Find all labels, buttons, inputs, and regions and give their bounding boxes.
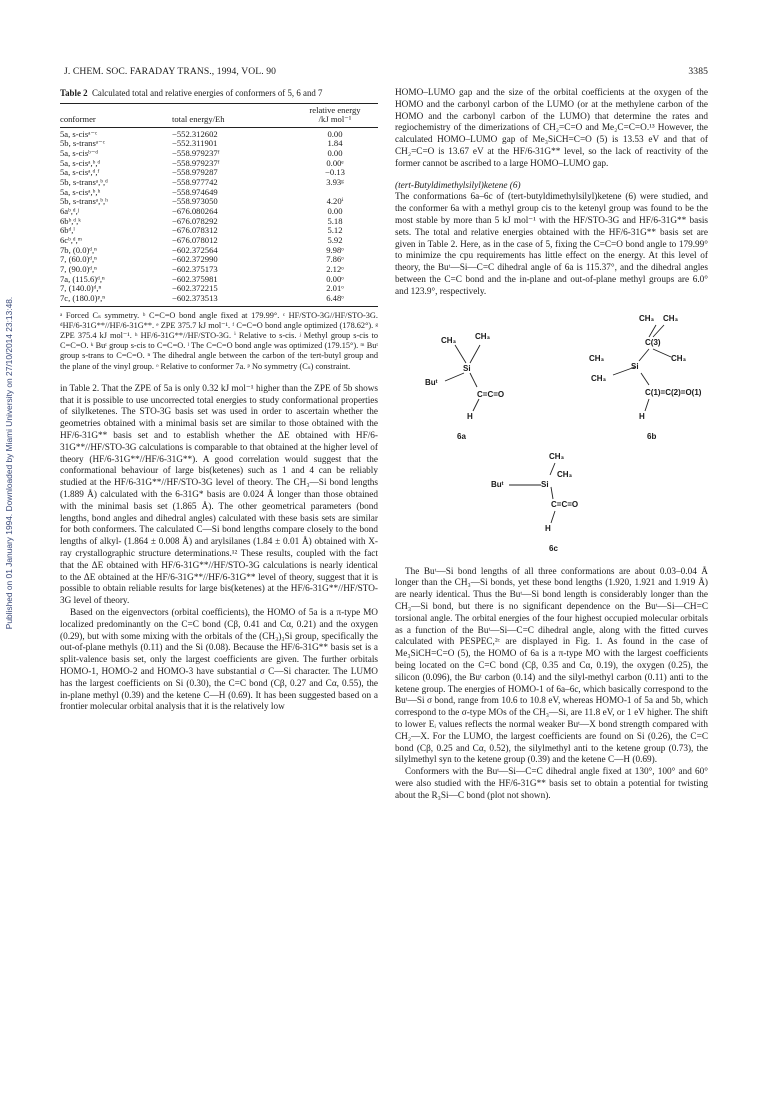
table-cell-rel: 0.00 [327,148,343,159]
table-cell-rel: 0.00ᵒ [326,273,344,284]
paragraph: in Table 2. That the ZPE of 5a is only 0.32 kJ mol⁻¹ higher than the ZPE of 5b shows that it is possible to use uncorrected total energies to study conformational properties of silylketenes. The STO-3G basis set was used in order to ascertain whether the geometries obtained with a minimal basis set are similar to those obtained with the HF/6-31G** basis set and to establish whether the ΔE obtained with HF/6-31G**//HF/STO-3G calculations is comparable to that obtained at the higher level of theory (HF/6-31G**//HF/6-31G**). A good correlation would suggest that the conformational behaviour of large bis(ketenes) such as 1 and 4 can be reliably studied at the HF/6-31G**//HF/STO-3G level of theory. The CH₃—Si bond lengths (1.889 Å) calculated with the 6-31G* basis are 0.024 Å longer than those obtained with the minimal basis set (1.865 Å). The other geometrical parameters (bond lengths, bond angles and dihedral angles) calculated with these basis sets are similar for both conformers. The calculated C—Si bond lengths compare closely to the bond lengths of alkyl- (1.864 ± 0.008 Å) and arylsilanes (1.84 ± 0.01 Å) obtained with X-ray crystallographic structure determinations.¹² These results, coupled with the fact that the ΔE obtained with HF/6-31G**//HF/STO-3G calculations is nearly identical to the ΔE obtained at the HF/6-31G**//HF/6-31G** level of theory, suggest that it is possible to obtain reliable results for large bis(ketenes) at the HF/6-31G**//HF/STO-3G level of theory. [60,383,378,607]
table-cell-rel: 3.93ᵍ [326,177,344,188]
6c-si: Si [541,479,549,489]
right-column [395,88,708,802]
table-cell-rel: 2.12ᵒ [326,264,344,274]
paragraph: HOMO–LUMO gap and the size of the orbital coefficients at the oxygen of the HOMO and the carbonyl carbon of the LUMO (or at the methylene carbon of the HOMO and the carbonyl carbon of the LUMO) that determine the rates and regiochemistry of the dimerizations of CH₂=C=O and Me₂C=C=O.¹³ However, the calculated HOMO–LUMO gap of Me₃SiCH=C=O (5) is 13.53 eV and that of CH₂=C=O is 13.67 eV at the HF/6-31G** level, so the lack of reactivity of the former cannot be ascribed to a large HOMO–LUMO gap. [395,88,708,169]
table-cell-conf: 7b, (0.0)ᵈ,ⁿ [60,244,97,255]
6b-chain: C(1)=C(2)=O(1) [645,387,702,397]
6b-ch3-e: CH₃ [591,373,607,383]
table-cell-conf: 6cᵇ,ᵈ,ᵐ [60,235,82,246]
6c-ch3-a: CH₃ [549,451,565,461]
table-cell-rel: 2.01ᵒ [326,283,344,294]
table-cell-conf: 5a, s-cisᵃ,ᵇ,ᵈ [60,157,101,168]
paragraph: The Buᵗ—Si bond lengths of all three conformations are about 0.03–0.04 Å longer than the CH₃—Si bonds, yet these bond lengths (1.920, 1.921 and 1.919 Å) are nearly identical. Thus the Buᵗ—Si bond length is considerably longer than the CH₃—Si bond, but there is no significant dependence on the Buᵗ—Si—CH=C torsional angle. The orbital energies of the four highest occupied molecular orbitals as a function of the Buᵗ—Si—C=C dihedral angle, along with the fitted curves calculated with PESPEC,²ᶜ are displayed in Fig. 1. As found in the case of Me₃SiCH=C=O (5), the HOMO of 6a is a π-type MO with the largest coefficients being located on the C=C bond (Cβ, 0.35 and Cα, 0.19), the oxygen (0.25), the silicon (0.096), the Buᵗ carbon (0.14) and the silyl-methyl carbon (0.11) anti to the ketene group. The energies of HOMO-1 of 6a–6c, which basically correspond to the Buᵗ—Si σ bond, range from 10.6 to 10.8 eV, whereas HOMO-1 of 5a and 5b, which correspond to the σ-type MOs of the CH₃—Si, are 11.8 eV, or 1 eV higher. The shift to lower Eᵢ values reflects the normal weaker Buᵗ—X bond strength compared with CH₂—X. For the LUMO, the largest coefficients are found on Si (0.26), the C=C bond (Cβ, 0.25 and Cα, 0.52), the silylmethyl anti to the ketene group (0.73), the silylmethyl syn to the ketene group (0.39) and the ketene C—H (0.69). [395,566,708,766]
table-cell-total: −676.078312 [172,225,218,236]
table-cell-conf: 7, (90.0)ᵈ,ⁿ [60,264,97,274]
6c-chain: C=C=O [551,499,579,509]
table-cell-conf: 7c, (180.0)ᵖ,ⁿ [60,294,172,306]
table-cell-rel: 6.48ᵒ [292,294,378,306]
6c-but: Buᵗ [491,479,504,489]
table-cell-total: −676.078012 [172,235,218,246]
table-cell-rel: 4.20ⁱ [326,196,344,207]
table-label: Table 2 [60,88,88,98]
table-cell-conf: 7, (60.0)ᵈ,ⁿ [60,254,97,265]
table-cell-total: −558.974649 [172,186,218,197]
table-cell-conf: 6bᵇ,ᵈ,ᵏ [60,215,81,226]
journal-title: J. CHEM. SOC. FARADAY TRANS., 1994, VOL. 90 [64,66,277,77]
table-cell-total: −676.080264 [172,206,218,217]
table-cell-conf: 7, (140.0)ᵈ,ⁿ [60,283,102,294]
col-header-conformer: conformer [60,103,172,127]
left-column [60,88,378,714]
6b-ch3-a: CH₃ [639,313,655,323]
6a-h: H [467,411,473,421]
structure-label-c [395,543,708,557]
structures-6a-6b [395,307,708,427]
6b-c3: C(3) [645,337,661,347]
table-caption-text: Calculated total and relative energies of conformers of 5, 6 and 7 [91,88,323,98]
label-6b: 6b [647,431,657,441]
table-cell-conf: 6bᵈ,ˡ [60,225,75,236]
energy-table [60,103,378,307]
6b-ch3-c: CH₃ [589,353,605,363]
table-cell-conf: 6aᵇ,ᵈ,ʲ [60,206,80,217]
page-header [64,66,708,80]
table-cell-total: −676.078292 [172,215,218,226]
structure-6c [395,447,708,539]
table-cell-total: −602.375173 [172,264,218,274]
table-cell-conf: 5a, s-cisᵇ⁻ᵈ [60,148,99,159]
6b-si: Si [631,361,639,371]
6b-h: H [639,411,645,421]
table-cell-total: −552.311901 [172,138,218,149]
table-cell-total: −558.973050 [172,196,218,207]
table-cell-rel: 0.00 [327,128,343,139]
6b-ch3-d: CH₃ [671,353,687,363]
table-cell-conf: 5b, s-transᵃ,ᵇ,ʰ [60,196,108,207]
6c-ch3-b: CH₃ [557,469,573,479]
paragraph: The conformations 6a–6c of (tert-butyldimethylsilyl)ketene (6) were studied, and the conformer 6a with a methyl group cis to the ketenyl group was found to be the most stable by more than 5 kJ mol⁻¹ with the HF/STO-3G and HF/6-31G** basis sets. The total and relative energies obtained with the HF/6-31G** basis set are given in Table 2. Here, as in the case of 5, fixing the C=C=O bond angle to 179.99° to minimize the cpu requirements has little effect on the energy. At this level of theory, the Buᵗ—Si—C=C dihedral angle of 6a is 115.37°, and the dihedral angles between the C=C bond and the in-plane and out-of-plane methyl groups are 6.0° and 123.9°, respectively. [395,192,708,297]
table-cell-total: −558.977742 [172,177,218,188]
table-footnotes: ᵃ Forced Cₛ symmetry. ᵇ C=C=O bond angle fixed at 179.99°. ᶜ HF/STO-3G//HF/STO-3G. ᵈHF/6-31G**//HF/6-31G**. ᵉ ZPE 375.7 kJ mol⁻¹. ᶠ C=C=O bond angle optimized (178.62°). ᵍ ZPE 375.4 kJ mol⁻¹. ʰ HF/6-31G**//HF/STO-3G. ⁱ Relative to s-cis. ʲ Methyl group s-cis to C=C=O. ᵏ Buᵗ group s-cis to C=C=O. ˡ The C=C=O bond angle was optimized (179.15°). ᵐ Buᵗ group s-trans to C=C=O. ⁿ The dihedral angle between the carbon of the tert-butyl group and the plane of the vinyl group. ᵒ Relative to conformer 7a. ᵖ No symmetry (Cₛ) constraint. [60,310,378,371]
table-row [60,294,378,306]
paragraph: Based on the eigenvectors (orbital coefficients), the HOMO of 5a is a π-type MO localized predominantly on the C=C bond (Cβ, 0.41 and Cα, 0.21) and the oxygen (0.29), but with some mixing with the orbitals of the (CH₃)₃Si group, specifically the out-of-plane methyls (0.11) and the Si (0.08). Because the HF/6-31G** basis set is a split-valence basis set, only the largest coefficients are given. The further orbitals HOMO-1, HOMO-2 and HOMO-3 have substantial σ C—Si character. The LUMO has the largest coefficients on Si (0.30), the C=C bond (Cβ, 0.27 and Cα, 0.55), the in-plane methyl (0.39) and the ketene C—H (0.69). It has been suggested based on a frontier molecular orbital analysis that it is the relatively low [60,607,378,713]
table-cell-rel: 5.18 [327,215,343,226]
col-header-total: total energy/Eh [172,103,292,127]
table-cell-total: −602.372215 [172,283,218,294]
table-cell-conf: 5a, s-cisᵃ⁻ᶜ [60,128,98,139]
6a-chain: C=C=O [477,389,505,399]
structure-bonds-ab [395,307,708,427]
table-cell-total: −558.979237ᶠ [172,148,220,159]
table-cell-conf: 7a, (115.6)ᵈ,ⁿ [60,273,105,284]
table-cell-rel: 5.12 [327,225,343,236]
table-cell-total: −552.312602 [172,128,218,139]
table-cell-total: −602.372564 [172,244,218,255]
table-cell-conf: 5a, s-cisᵃ,ᵈ,ᶠ [60,167,100,178]
table-cell-total: −602.373513 [172,294,292,306]
6b-ch3-b: CH₃ [663,313,679,323]
table-cell-rel: 7.86ᵒ [326,254,344,265]
label-6a: 6a [457,431,466,441]
table-cell-total: −558.979287 [172,167,218,178]
table-cell-total: −602.375981 [172,273,218,284]
table-cell-rel: 1.84 [327,138,343,149]
label-6c: 6c [549,543,558,553]
table-cell-total: −602.372990 [172,254,218,265]
section-heading: (tert-Butyldimethylsilyl)ketene (6) [395,180,521,191]
paragraph: Conformers with the Buᵗ—Si—C=C dihedral angle fixed at 130°, 100° and 60° were also studied with the HF/6-31G** basis set to obtain a potential for twisting about the R₃Si—C bond (plot not shown). [395,767,708,801]
table-cell-rel: 0.00ᵉ [326,157,344,168]
download-watermark [2,248,16,678]
table-cell-rel: 0.00 [327,206,343,217]
6a-si: Si [463,363,471,373]
col-header-relative: relative energy /kJ mol⁻¹ [292,103,378,127]
table-cell-rel: −0.13 [325,167,345,178]
table-caption [60,88,378,99]
table-cell-conf: 5a, s-cisᵃ,ᵇ,ʰ [60,186,101,197]
table-cell-total: −558.979237ᶠ [172,157,220,168]
page-number: 3385 [688,66,708,77]
structure-labels-ab [395,431,708,445]
6a-but: Buᵗ [425,377,438,387]
table-cell-rel: 9.98ᵒ [326,244,344,255]
table-cell-rel: 5.92 [327,235,343,246]
6c-h: H [545,523,551,533]
watermark-text: Published on 01 January 1994. Downloaded by Miami University on 27/10/2014 23:13:48. [4,296,14,630]
table-cell-conf: 5b, s-transᵃ⁻ᶜ [60,138,105,149]
table-cell-conf: 5b, s-transᵃ,ᵇ,ᵈ [60,177,108,188]
6a-ch3-b: CH₃ [475,331,491,341]
6a-ch3-a: CH₃ [441,335,457,345]
table-row [60,178,378,188]
